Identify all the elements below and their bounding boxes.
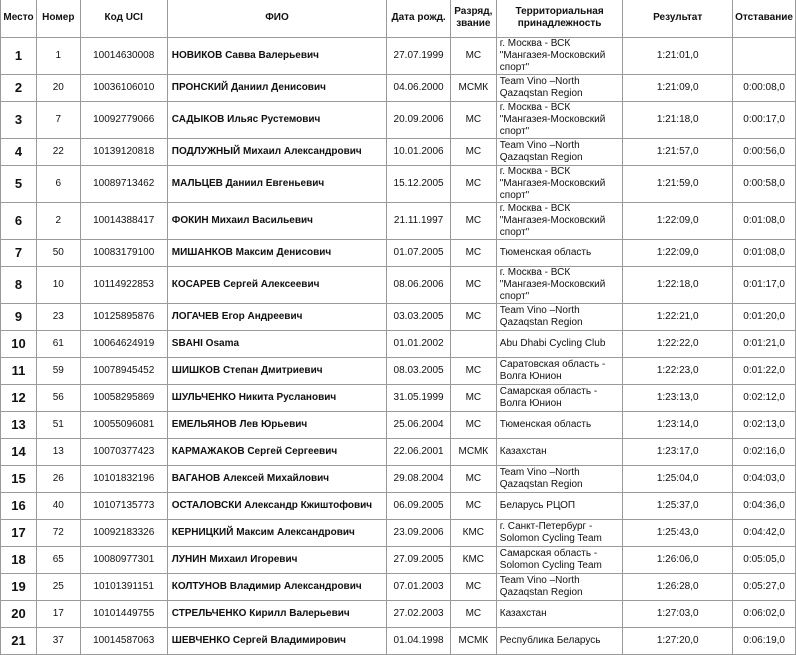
region-cell: Team Vino –North Qazaqstan Region — [496, 466, 623, 493]
gap-time-cell: 0:01:08,0 — [733, 203, 796, 240]
athlete-name-cell: SBAHI Osama — [167, 331, 386, 358]
table-row — [1, 267, 796, 304]
athlete-name-cell: ШУЛЬЧЕНКО Никита Русланович — [167, 385, 386, 412]
header-row — [1, 0, 796, 38]
gap-time-cell: 0:05:05,0 — [733, 547, 796, 574]
results-body — [1, 38, 796, 655]
uci-code-cell: 10089713462 — [80, 166, 167, 203]
birth-date-cell: 23.09.2006 — [387, 520, 451, 547]
uci-code-cell: 10092779066 — [80, 102, 167, 139]
uci-code-cell: 10101449755 — [80, 601, 167, 628]
birth-date-cell: 27.07.1999 — [387, 38, 451, 75]
gap-time-cell: 0:06:19,0 — [733, 628, 796, 655]
uci-code-cell: 10014587063 — [80, 628, 167, 655]
header-uci: Код UCI — [80, 0, 167, 38]
region-cell: г. Санкт-Петербург - Solomon Cycling Team — [496, 520, 623, 547]
result-time-cell: 1:25:43,0 — [623, 520, 733, 547]
athlete-name-cell: СТРЕЛЬЧЕНКО Кирилл Валерьевич — [167, 601, 386, 628]
table-row — [1, 75, 796, 102]
uci-code-cell: 10080977301 — [80, 547, 167, 574]
table-row — [1, 304, 796, 331]
header-rank: Разряд, звание — [450, 0, 496, 38]
uci-code-cell: 10014630008 — [80, 38, 167, 75]
rank-cell: МС — [450, 267, 496, 304]
region-cell: Беларусь РЦОП — [496, 493, 623, 520]
region-cell: Самарская область - Волга Юнион — [496, 385, 623, 412]
gap-time-cell: 0:06:02,0 — [733, 601, 796, 628]
place-cell: 9 — [1, 304, 37, 331]
gap-time-cell: 0:01:22,0 — [733, 358, 796, 385]
region-cell: Республика Беларусь — [496, 628, 623, 655]
region-cell: г. Москва - ВСК "Мангазея-Московский спорт" — [496, 38, 623, 75]
region-cell: г. Москва - ВСК "Мангазея-Московский спорт" — [496, 102, 623, 139]
region-cell: Саратовская область - Волга Юнион — [496, 358, 623, 385]
uci-code-cell: 10070377423 — [80, 439, 167, 466]
number-cell: 37 — [36, 628, 80, 655]
uci-code-cell: 10139120818 — [80, 139, 167, 166]
number-cell: 25 — [36, 574, 80, 601]
birth-date-cell: 29.08.2004 — [387, 466, 451, 493]
place-cell: 21 — [1, 628, 37, 655]
table-row — [1, 102, 796, 139]
birth-date-cell: 10.01.2006 — [387, 139, 451, 166]
gap-time-cell: 0:00:17,0 — [733, 102, 796, 139]
number-cell: 1 — [36, 38, 80, 75]
gap-time-cell: 0:00:08,0 — [733, 75, 796, 102]
gap-time-cell: 0:04:42,0 — [733, 520, 796, 547]
rank-cell: МС — [450, 358, 496, 385]
athlete-name-cell: САДЫКОВ Ильяс Рустемович — [167, 102, 386, 139]
table-row — [1, 139, 796, 166]
number-cell: 72 — [36, 520, 80, 547]
table-row — [1, 574, 796, 601]
athlete-name-cell: КОСАРЕВ Сергей Алексеевич — [167, 267, 386, 304]
gap-time-cell: 0:01:08,0 — [733, 240, 796, 267]
place-cell: 20 — [1, 601, 37, 628]
region-cell: Казахстан — [496, 601, 623, 628]
gap-time-cell: 0:02:13,0 — [733, 412, 796, 439]
number-cell: 17 — [36, 601, 80, 628]
result-time-cell: 1:23:17,0 — [623, 439, 733, 466]
table-row — [1, 412, 796, 439]
birth-date-cell: 08.06.2006 — [387, 267, 451, 304]
birth-date-cell: 07.01.2003 — [387, 574, 451, 601]
result-time-cell: 1:22:09,0 — [623, 240, 733, 267]
uci-code-cell: 10125895876 — [80, 304, 167, 331]
athlete-name-cell: ЛОГАЧЕВ Егор Андреевич — [167, 304, 386, 331]
result-time-cell: 1:26:28,0 — [623, 574, 733, 601]
result-time-cell: 1:27:03,0 — [623, 601, 733, 628]
birth-date-cell: 06.09.2005 — [387, 493, 451, 520]
birth-date-cell: 01.01.2002 — [387, 331, 451, 358]
number-cell: 7 — [36, 102, 80, 139]
place-cell: 13 — [1, 412, 37, 439]
birth-date-cell: 01.07.2005 — [387, 240, 451, 267]
number-cell: 40 — [36, 493, 80, 520]
birth-date-cell: 22.06.2001 — [387, 439, 451, 466]
region-cell: Казахстан — [496, 439, 623, 466]
number-cell: 6 — [36, 166, 80, 203]
number-cell: 61 — [36, 331, 80, 358]
birth-date-cell: 27.02.2003 — [387, 601, 451, 628]
result-time-cell: 1:22:22,0 — [623, 331, 733, 358]
rank-cell: КМС — [450, 520, 496, 547]
place-cell: 16 — [1, 493, 37, 520]
athlete-name-cell: ШЕВЧЕНКО Сергей Владимирович — [167, 628, 386, 655]
result-time-cell: 1:23:14,0 — [623, 412, 733, 439]
gap-time-cell: 0:04:36,0 — [733, 493, 796, 520]
rank-cell: МС — [450, 240, 496, 267]
athlete-name-cell: ПОДЛУЖНЫЙ Михаил Александрович — [167, 139, 386, 166]
place-cell: 4 — [1, 139, 37, 166]
place-cell: 14 — [1, 439, 37, 466]
uci-code-cell: 10058295869 — [80, 385, 167, 412]
table-row — [1, 358, 796, 385]
place-cell: 1 — [1, 38, 37, 75]
number-cell: 65 — [36, 547, 80, 574]
athlete-name-cell: ЕМЕЛЬЯНОВ Лев Юрьевич — [167, 412, 386, 439]
header-number: Номер — [36, 0, 80, 38]
number-cell: 56 — [36, 385, 80, 412]
athlete-name-cell: ПРОНСКИЙ Даниил Денисович — [167, 75, 386, 102]
table-row — [1, 38, 796, 75]
athlete-name-cell: ОСТАЛОВСКИ Александр Кжиштофович — [167, 493, 386, 520]
gap-time-cell: 0:00:58,0 — [733, 166, 796, 203]
rank-cell: МСМК — [450, 439, 496, 466]
athlete-name-cell: КАРМАЖАКОВ Сергей Сергеевич — [167, 439, 386, 466]
uci-code-cell: 10055096081 — [80, 412, 167, 439]
region-cell: г. Москва - ВСК "Мангазея-Московский спорт" — [496, 267, 623, 304]
rank-cell: МС — [450, 601, 496, 628]
gap-time-cell: 0:05:27,0 — [733, 574, 796, 601]
table-row — [1, 331, 796, 358]
table-row — [1, 601, 796, 628]
result-time-cell: 1:23:13,0 — [623, 385, 733, 412]
athlete-name-cell: ФОКИН Михаил Васильевич — [167, 203, 386, 240]
rank-cell: МС — [450, 493, 496, 520]
number-cell: 13 — [36, 439, 80, 466]
birth-date-cell: 20.09.2006 — [387, 102, 451, 139]
table-row — [1, 439, 796, 466]
rank-cell: МС — [450, 466, 496, 493]
table-row — [1, 547, 796, 574]
region-cell: Team Vino –North Qazaqstan Region — [496, 139, 623, 166]
table-row — [1, 520, 796, 547]
region-cell: Team Vino –North Qazaqstan Region — [496, 574, 623, 601]
birth-date-cell: 21.11.1997 — [387, 203, 451, 240]
region-cell: Тюменская область — [496, 240, 623, 267]
table-row — [1, 240, 796, 267]
gap-time-cell: 0:04:03,0 — [733, 466, 796, 493]
rank-cell: МС — [450, 38, 496, 75]
place-cell: 2 — [1, 75, 37, 102]
uci-code-cell: 10092183326 — [80, 520, 167, 547]
table-row — [1, 466, 796, 493]
rank-cell: МС — [450, 102, 496, 139]
place-cell: 15 — [1, 466, 37, 493]
region-cell: Тюменская область — [496, 412, 623, 439]
result-time-cell: 1:26:06,0 — [623, 547, 733, 574]
gap-time-cell: 0:01:17,0 — [733, 267, 796, 304]
gap-time-cell: 0:01:21,0 — [733, 331, 796, 358]
birth-date-cell: 08.03.2005 — [387, 358, 451, 385]
region-cell: г. Москва - ВСК "Мангазея-Московский спорт" — [496, 166, 623, 203]
place-cell: 17 — [1, 520, 37, 547]
rank-cell: МС — [450, 139, 496, 166]
header-region: Территориальная принадлежность — [496, 0, 623, 38]
place-cell: 12 — [1, 385, 37, 412]
athlete-name-cell: МАЛЬЦЕВ Даниил Евгеньевич — [167, 166, 386, 203]
birth-date-cell: 15.12.2005 — [387, 166, 451, 203]
gap-time-cell: 0:02:16,0 — [733, 439, 796, 466]
place-cell: 3 — [1, 102, 37, 139]
region-cell: г. Москва - ВСК "Мангазея-Московский спорт" — [496, 203, 623, 240]
uci-code-cell: 10036106010 — [80, 75, 167, 102]
uci-code-cell: 10014388417 — [80, 203, 167, 240]
gap-time-cell: 0:00:56,0 — [733, 139, 796, 166]
place-cell: 8 — [1, 267, 37, 304]
result-time-cell: 1:22:23,0 — [623, 358, 733, 385]
header-result: Результат — [623, 0, 733, 38]
uci-code-cell: 10101832196 — [80, 466, 167, 493]
number-cell: 50 — [36, 240, 80, 267]
uci-code-cell: 10083179100 — [80, 240, 167, 267]
table-row — [1, 385, 796, 412]
place-cell: 18 — [1, 547, 37, 574]
result-time-cell: 1:22:09,0 — [623, 203, 733, 240]
rank-cell: МСМК — [450, 628, 496, 655]
uci-code-cell: 10107135773 — [80, 493, 167, 520]
table-row — [1, 203, 796, 240]
uci-code-cell: 10078945452 — [80, 358, 167, 385]
rank-cell: МС — [450, 304, 496, 331]
region-cell: Самарская область - Solomon Cycling Team — [496, 547, 623, 574]
number-cell: 23 — [36, 304, 80, 331]
birth-date-cell: 31.05.1999 — [387, 385, 451, 412]
athlete-name-cell: ВАГАНОВ Алексей Михайлович — [167, 466, 386, 493]
result-time-cell: 1:21:59,0 — [623, 166, 733, 203]
result-time-cell: 1:25:04,0 — [623, 466, 733, 493]
birth-date-cell: 04.06.2000 — [387, 75, 451, 102]
number-cell: 22 — [36, 139, 80, 166]
athlete-name-cell: ШИШКОВ Степан Дмитриевич — [167, 358, 386, 385]
gap-time-cell: 0:02:12,0 — [733, 385, 796, 412]
result-time-cell: 1:21:57,0 — [623, 139, 733, 166]
header-gap: Отставание — [733, 0, 796, 38]
athlete-name-cell: МИШАНКОВ Максим Денисович — [167, 240, 386, 267]
rank-cell: МС — [450, 385, 496, 412]
region-cell: Abu Dhabi Cycling Club — [496, 331, 623, 358]
number-cell: 2 — [36, 203, 80, 240]
rank-cell: МС — [450, 574, 496, 601]
uci-code-cell: 10064624919 — [80, 331, 167, 358]
table-row — [1, 628, 796, 655]
athlete-name-cell: ЛУНИН Михаил Игоревич — [167, 547, 386, 574]
number-cell: 51 — [36, 412, 80, 439]
athlete-name-cell: НОВИКОВ Савва Валерьевич — [167, 38, 386, 75]
gap-time-cell — [733, 38, 796, 75]
result-time-cell: 1:27:20,0 — [623, 628, 733, 655]
uci-code-cell: 10114922853 — [80, 267, 167, 304]
result-time-cell: 1:25:37,0 — [623, 493, 733, 520]
rank-cell — [450, 331, 496, 358]
result-time-cell: 1:21:18,0 — [623, 102, 733, 139]
result-time-cell: 1:21:09,0 — [623, 75, 733, 102]
place-cell: 11 — [1, 358, 37, 385]
place-cell: 10 — [1, 331, 37, 358]
rank-cell: МС — [450, 412, 496, 439]
number-cell: 26 — [36, 466, 80, 493]
birth-date-cell: 27.09.2005 — [387, 547, 451, 574]
number-cell: 20 — [36, 75, 80, 102]
table-row — [1, 493, 796, 520]
region-cell: Team Vino –North Qazaqstan Region — [496, 304, 623, 331]
rank-cell: МСМК — [450, 75, 496, 102]
number-cell: 59 — [36, 358, 80, 385]
result-time-cell: 1:21:01,0 — [623, 38, 733, 75]
number-cell: 10 — [36, 267, 80, 304]
header-fio: ФИО — [167, 0, 386, 38]
athlete-name-cell: КОЛТУНОВ Владимир Александрович — [167, 574, 386, 601]
region-cell: Team Vino –North Qazaqstan Region — [496, 75, 623, 102]
birth-date-cell: 01.04.1998 — [387, 628, 451, 655]
athlete-name-cell: КЕРНИЦКИЙ Максим Александрович — [167, 520, 386, 547]
place-cell: 7 — [1, 240, 37, 267]
uci-code-cell: 10101391151 — [80, 574, 167, 601]
place-cell: 6 — [1, 203, 37, 240]
birth-date-cell: 03.03.2005 — [387, 304, 451, 331]
header-dob: Дата рожд. — [387, 0, 451, 38]
rank-cell: КМС — [450, 547, 496, 574]
result-time-cell: 1:22:21,0 — [623, 304, 733, 331]
place-cell: 19 — [1, 574, 37, 601]
birth-date-cell: 25.06.2004 — [387, 412, 451, 439]
table-row — [1, 166, 796, 203]
gap-time-cell: 0:01:20,0 — [733, 304, 796, 331]
place-cell: 5 — [1, 166, 37, 203]
header-place: Место — [1, 0, 37, 38]
rank-cell: МС — [450, 166, 496, 203]
result-time-cell: 1:22:18,0 — [623, 267, 733, 304]
rank-cell: МС — [450, 203, 496, 240]
